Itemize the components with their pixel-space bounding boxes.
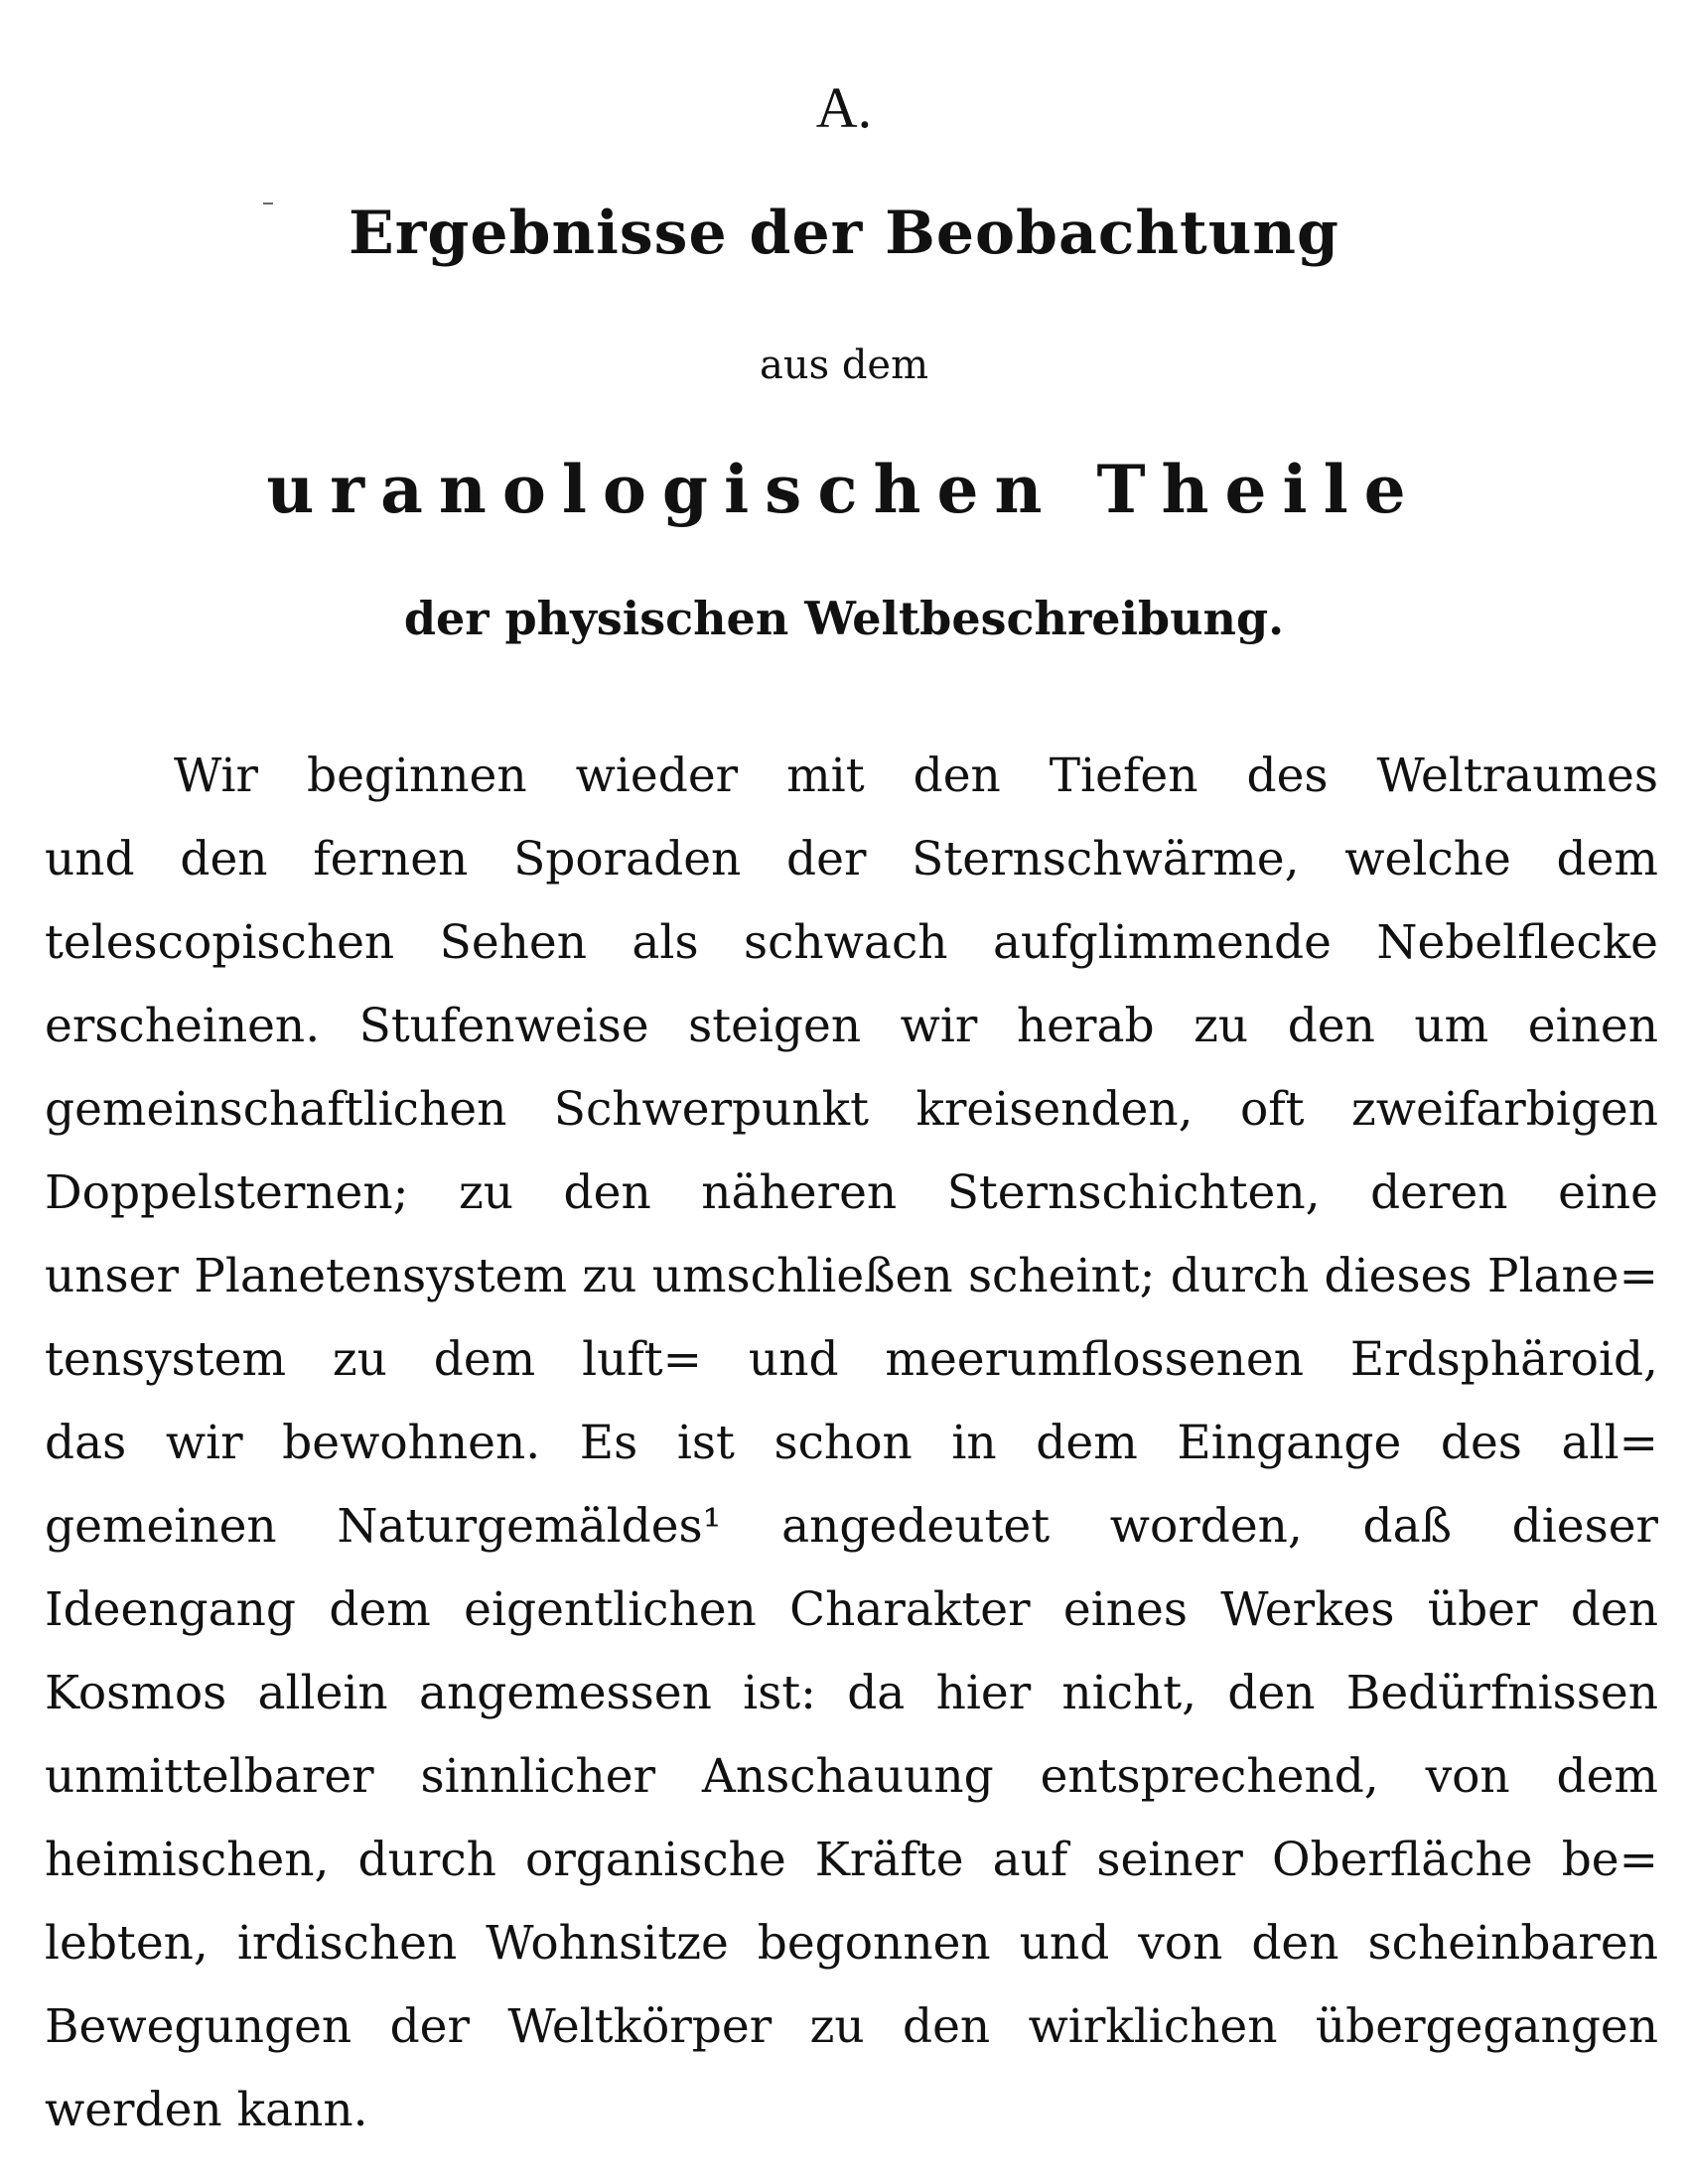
text-line: Doppelsternen; zu den näheren Sternschichten, deren eine (45, 1165, 1658, 1220)
text-line: Wir beginnen wieder mit den Tiefen des Weltraumes (174, 749, 1658, 803)
text-line: Kosmos allein angemessen ist: da hier nicht, den Bedürfnissen (45, 1666, 1658, 1720)
text-line: das wir bewohnen. Es ist schon in dem Eingange des all= (45, 1416, 1658, 1470)
text-line: Ideengang dem eigentlichen Charakter eines Werkes über den (45, 1582, 1658, 1637)
text-line: telescopischen Sehen als schwach aufglimmende Nebelflecke (45, 915, 1658, 970)
text-line: Bewegungen der Weltkörper zu den wirklichen übergegangen (45, 1999, 1658, 2054)
section-letter: A. (815, 75, 873, 140)
title-subtitle: der physischen Weltbeschreibung. (403, 592, 1285, 645)
body-paragraph (45, 735, 1658, 2152)
text-line: tensystem zu dem luft= und meerumflossenen Erdsphäroid, (45, 1332, 1658, 1387)
text-line: erscheinen. Stufenweise steigen wir herab zu den um einen (45, 999, 1658, 1053)
text-line: und den fernen Sporaden der Sternschwärme, welche dem (45, 832, 1658, 887)
text-line: unmittelbarer sinnlicher Anschauung entsprechend, von dem (45, 1749, 1658, 1804)
title-main: Ergebnisse der Beobachtung (349, 199, 1339, 268)
text-line: unser Planetensystem zu umschließen scheint; durch dieses Plane= (45, 1249, 1658, 1303)
text-line: werden kann. (45, 2083, 368, 2137)
text-line: lebten, irdischen Wohnsitze begonnen und von den scheinbaren (45, 1916, 1658, 1971)
text-line: gemeinschaftlichen Schwerpunkt kreisenden, oft zweifarbigen (45, 1082, 1658, 1137)
text-line: gemeinen Naturgemäldes¹ angedeutet worden, daß dieser (45, 1499, 1658, 1554)
title-spaced: uranologischen Theile (266, 451, 1422, 528)
text-line: heimischen, durch organische Kräfte auf seiner Oberfläche be= (45, 1833, 1658, 1887)
title-connector: aus dem (759, 342, 929, 388)
